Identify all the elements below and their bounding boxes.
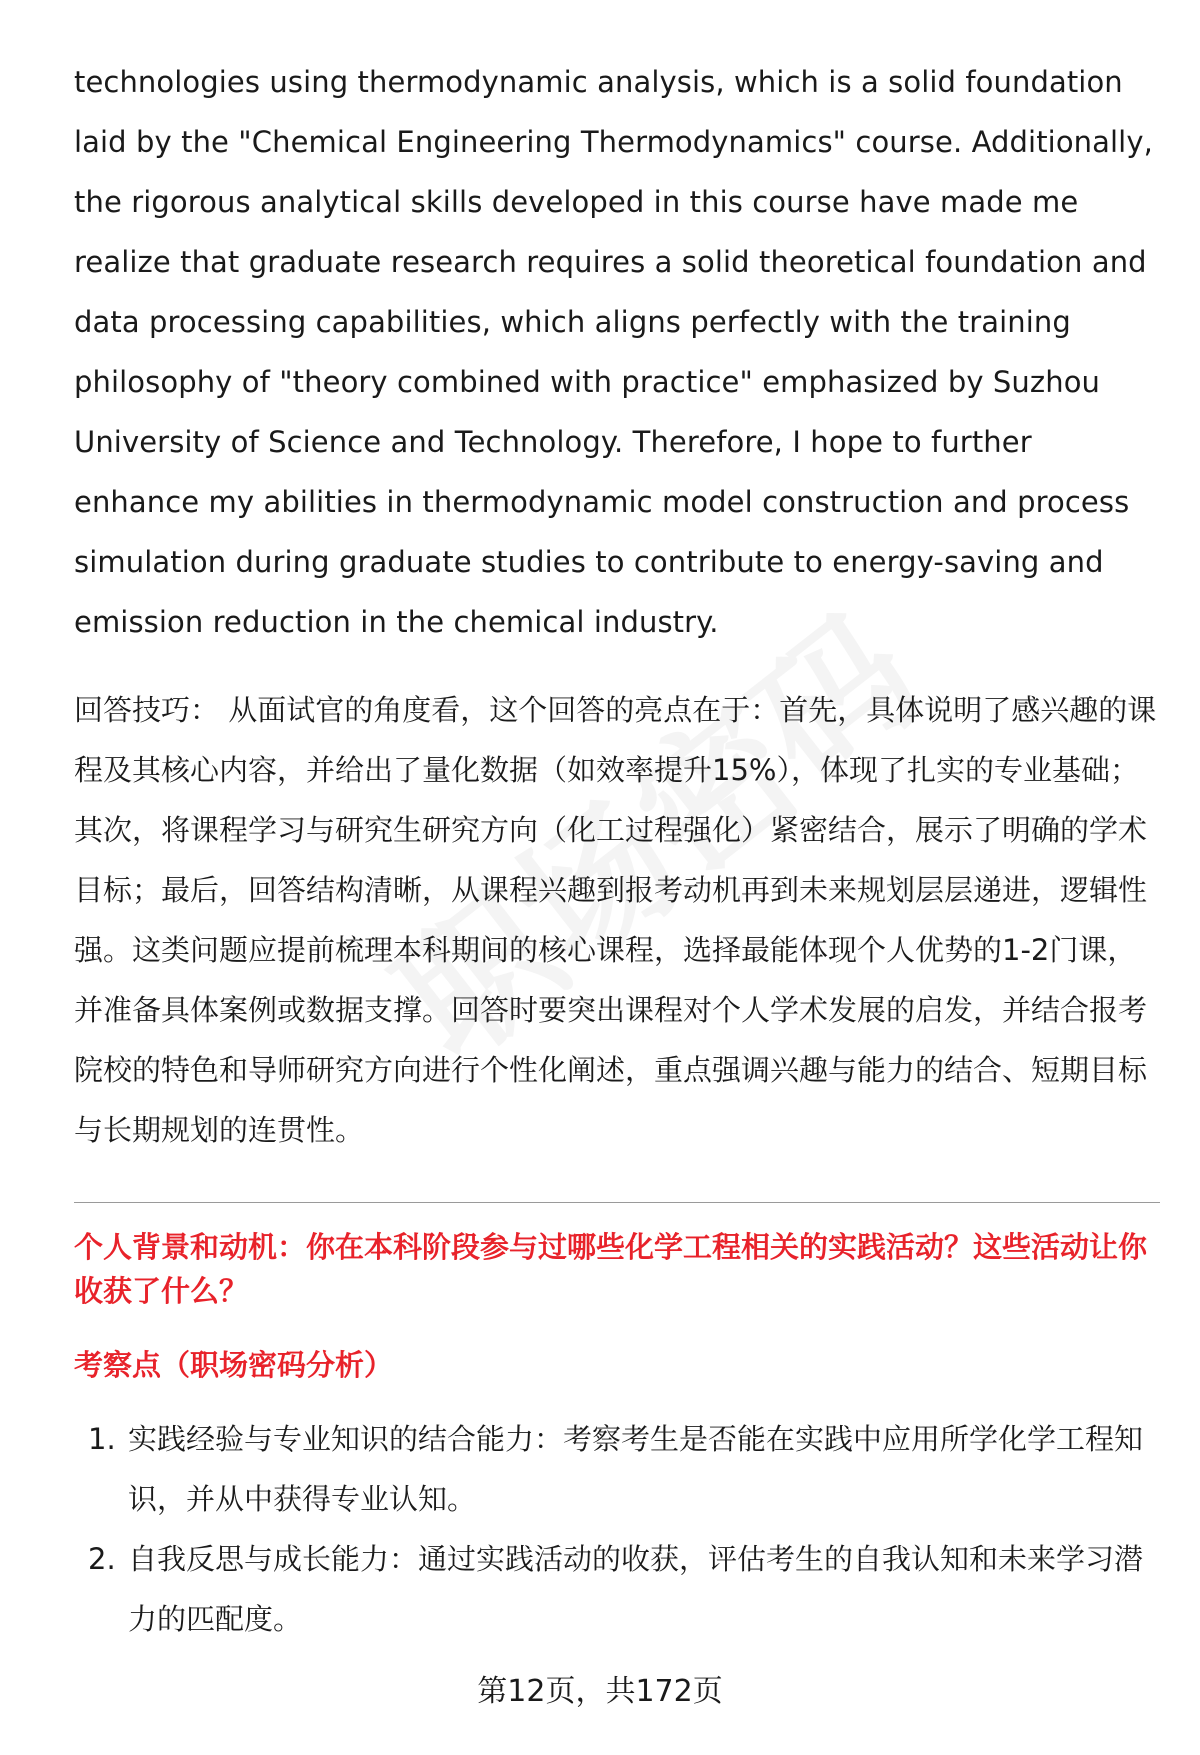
list-item-number: 1. [88, 1422, 116, 1456]
page-number-footer: 第12页，共172页 [477, 1674, 723, 1709]
list-item-number: 2. [88, 1542, 116, 1576]
list-item [74, 1529, 1160, 1649]
question-heading: 个人背景和动机：你在本科阶段参与过哪些化学工程相关的实践活动？这些活动让你收获了什么？ [74, 1230, 1148, 1308]
list-item-text: 实践经验与专业知识的结合能力：考察考生是否能在实践中应用所学化学工程知识，并从中获得专业认知。 [128, 1422, 1144, 1516]
english-answer-paragraph: technologies using thermodynamic analysis, which is a solid foundation laid by the "Chemical Engineering Thermodynamics" course. Additionally, the rigorous analytical skills developed in this course have made me realize that graduate research requires a solid theoretical foundation and data processing capabilities, which aligns perfectly with the training philosophy of "theory combined with practice" emphasized by Suzhou University of Science and Technology. Therefore, I hope to further enhance my abilities in thermodynamic model construction and process simulation during graduate studies to contribute to energy-saving and emission reduction in the chemical industry. [74, 65, 1153, 639]
list-item-text: 自我反思与成长能力：通过实践活动的收获，评估考生的自我认知和未来学习潜力的匹配度。 [128, 1542, 1144, 1636]
section-divider [74, 1202, 1160, 1203]
document-page [74, 52, 1160, 1649]
answer-tips-paragraph: 回答技巧： 从面试官的角度看，这个回答的亮点在于：首先，具体说明了感兴趣的课程及其核心内容，并给出了量化数据（如效率提升15%），体现了扎实的专业基础；其次，将课程学习与研究生研究方向（化工过程强化）紧密结合，展示了明确的学术目标；最后，回答结构清晰，从课程兴趣到报考动机再到未来规划层层递进，逻辑性强。这类问题应提前梳理本科期间的核心课程，选择最能体现个人优势的1-2门课，并准备具体案例或数据支撑。回答时要突出课程对个人学术发展的启发，并结合报考院校的特色和导师研究方向进行个性化阐述，重点强调兴趣与能力的结合、短期目标与长期规划的连贯性。 [74, 693, 1157, 1147]
list-item [74, 1409, 1160, 1529]
assessment-list [74, 1409, 1160, 1649]
assessment-heading: 考察点（职场密码分析） [74, 1348, 394, 1382]
